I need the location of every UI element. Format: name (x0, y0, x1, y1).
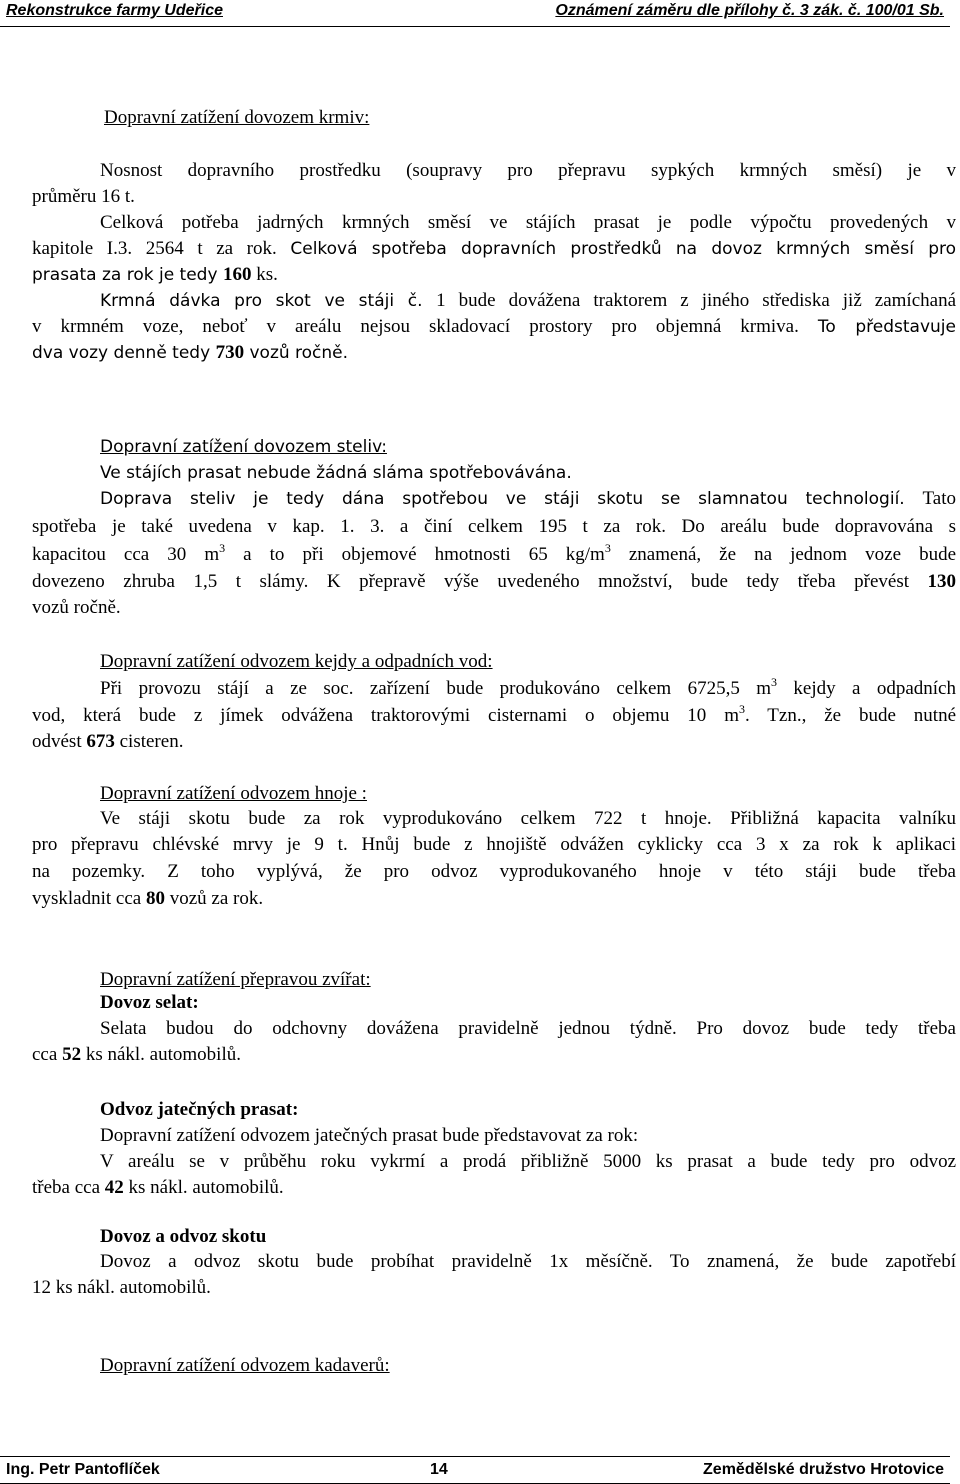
krmiva-line-6 (100, 288, 956, 314)
jatecna-line-3-c: ks nákl. automobilů. (123, 1177, 284, 1198)
selata-line-1-b: Pro dovoz bude tedy třeba (696, 1018, 956, 1039)
krmiva-160: 160 (222, 264, 252, 285)
kejda-line-3 (32, 729, 183, 755)
steliv-line-2-a: Doprava steliv je tedy dána spotřebou ve stáji skotu se slamnatou technologií. (100, 489, 923, 509)
steliv-line-4-e: znamená, že na jednom voze bude (610, 544, 956, 565)
selata-52: 52 (62, 1044, 82, 1065)
section-heading-hnoj: Dopravní zatížení odvozem hnoje : (100, 783, 367, 804)
header-project-title: Rekonstrukce farmy Udeřice (6, 2, 223, 19)
steliv-line-4 (32, 542, 956, 568)
steliv-line-5 (32, 569, 956, 595)
jatecna-line-2: V areálu se v průběhu roku vykrmí a prodá přibližně 5000 ks prasat a bude tedy pro odvoz (100, 1151, 956, 1172)
jatecna-line-3 (32, 1175, 284, 1201)
steliv-sup-1: 3 (219, 541, 226, 555)
steliv-line-2 (100, 486, 956, 512)
header-document-type: Oznámení záměru dle přílohy č. 3 zák. č. 100/01 Sb. (555, 2, 944, 19)
kejda-line-3-a: odvést (32, 731, 87, 752)
krmiva-line-5 (32, 262, 278, 288)
kejda-line-1-d: kejdy a odpadních (777, 678, 956, 699)
kejda-line-1-a: Při provozu stájí a ze soc. (100, 678, 370, 699)
footer-organization: Zemědělské družstvo Hrotovice (703, 1461, 944, 1478)
hnoj-line-4-c: vozů za rok. (164, 888, 264, 909)
krmiva-line-6-b: 1 bude dovážena traktorem z jiného střediska již zamíchaná (436, 290, 956, 311)
krmiva-line-2: průměru 16 t. (32, 186, 135, 207)
krmiva-line-4-b: Celková spotřeba dopravních prostředků na dovoz krmných směsí pro (290, 239, 956, 259)
selata-line-1-a: Selata budou do odchovny dovážena pravidelně jednou týdně. (100, 1018, 697, 1039)
hnoj-line-1-a: Ve stáji skotu bude za rok vyprodukováno celkem 722 t hnoje. (100, 808, 731, 829)
kejda-line-1 (100, 676, 956, 702)
kejda-line-2-d: , že bude nutné (801, 705, 957, 726)
steliv-line-4-a: kapacitou cca 30 m (32, 544, 220, 565)
hnoj-line-2-a: pro přepravu chlévské mrvy je 9 t. (32, 834, 362, 855)
section-heading-kadavery: Dopravní zatížení odvozem kadaverů: (100, 1355, 390, 1376)
kejda-line-2-c: . Tzn. (744, 705, 802, 726)
steliv-line-3-a: spotřeba je také uvedena v kap. 1. 3. a činí celkem 195 t za rok. (32, 516, 682, 537)
section-heading-kejda: Dopravní zatížení odvozem kejdy a odpadních vod: (100, 651, 493, 672)
steliv-sup-2: 3 (604, 541, 611, 555)
selata-line-2-a: cca (32, 1044, 63, 1065)
jatecna-line-3-a: třeba cca (32, 1177, 105, 1198)
krmiva-line-6-a: Krmná dávka pro skot ve stáji č. (100, 291, 437, 311)
steliv-line-5-b: K přepravě výše uvedeného množství, bude tedy třeba převést (326, 571, 928, 592)
jatecna-42: 42 (104, 1177, 124, 1198)
krmiva-line-8-a: dva vozy denně tedy (32, 343, 216, 363)
steliv-line-3 (32, 514, 956, 540)
krmiva-line-5-c: ks. (251, 264, 278, 285)
section-heading-steliv: Dopravní zatížení dovozem steliv: (100, 437, 387, 457)
kejda-line-2-a: vod, která bude z jímek odvážena traktorovými cisternami o objemu 10 m (32, 705, 739, 726)
kejda-line-3-c: cisteren. (114, 731, 184, 752)
subheading-dovoz-odvoz-skotu: Dovoz a odvoz skotu (100, 1226, 267, 1247)
krmiva-line-5-a: prasata za rok je tedy (32, 265, 223, 285)
hnoj-80: 80 (145, 888, 165, 909)
skot-line-1: Dovoz a odvoz skotu bude probíhat pravidelně 1x měsíčně. To znamená, že bude zapotřebí (100, 1251, 956, 1272)
kejda-line-2 (32, 703, 956, 729)
krmiva-line-8 (32, 340, 348, 366)
steliv-line-6: vozů ročně. (32, 597, 121, 618)
krmiva-line-7-b: To představuje (817, 317, 956, 337)
krmiva-line-3: Celková potřeba jadrných krmných směsí ve stájích prasat je podle výpočtu provedených v (100, 212, 956, 233)
section-heading-krmiva: Dopravní zatížení dovozem krmiv: (104, 107, 370, 128)
steliv-line-1: Ve stájích prasat nebude žádná sláma spotřebovávána. (100, 463, 572, 483)
footer-author: Ing. Petr Pantoflíček (6, 1461, 160, 1478)
krmiva-730: 730 (215, 342, 245, 363)
selata-line-2 (32, 1042, 241, 1068)
hnoj-line-3: na pozemky. Z toho vyplývá, že pro odvoz vyprodukovaného hnoje v této stáji bude třeba (32, 861, 956, 882)
skot-line-2: 12 ks nákl. automobilů. (32, 1277, 211, 1298)
krmiva-line-8-c: vozů ročně. (244, 343, 349, 363)
kejda-sup-1: 3 (771, 675, 778, 689)
krmiva-line-4 (32, 236, 956, 262)
steliv-line-3-b: Do areálu bude dopravována s (681, 516, 956, 537)
steliv-line-5-a: dovezeno zhruba 1,5 t slámy. (32, 571, 327, 592)
steliv-130: 130 (927, 571, 956, 592)
page-header (0, 0, 950, 27)
krmiva-line-7-a: v krmném voze, neboť v areálu nejsou skladovací prostory pro objemná krmiva. (32, 316, 818, 337)
subheading-dovoz-selat: Dovoz selat: (100, 992, 199, 1013)
section-heading-zvirata: Dopravní zatížení přepravou zvířat: (100, 969, 371, 990)
steliv-line-4-c: a to při objemové hmotnosti 65 kg/m (225, 544, 605, 565)
selata-line-1 (100, 1016, 956, 1042)
hnoj-line-2-b: Hnůj bude z hnojiště odvážen cyklicky cca 3 x za rok k aplikaci (361, 834, 956, 855)
krmiva-line-1: Nosnost dopravního prostředku (soupravy pro přepravu sypkých krmných směsí) je v (100, 160, 956, 181)
hnoj-line-4 (32, 886, 263, 912)
steliv-line-2-b: Tato (922, 488, 956, 509)
krmiva-line-7 (32, 314, 956, 340)
hnoj-line-4-a: vyskladnit cca (32, 888, 146, 909)
hnoj-line-2 (32, 832, 956, 858)
footer-page-number: 14 (430, 1461, 448, 1478)
hnoj-line-1-b: Přibližná kapacita valníku (730, 808, 956, 829)
kejda-line-1-b: zařízení bude produkováno celkem 6725,5 m (369, 678, 772, 699)
krmiva-line-4-a: kapitole I.3. 2564 t za rok. (32, 238, 291, 259)
hnoj-line-1 (100, 806, 956, 832)
kejda-673: 673 (86, 731, 115, 752)
kejda-sup-2: 3 (738, 702, 745, 716)
page-footer (0, 1456, 950, 1484)
selata-line-2-c: ks nákl. automobilů. (81, 1044, 241, 1065)
subheading-odvoz-jatecnych: Odvoz jatečných prasat: (100, 1099, 299, 1120)
jatecna-line-1: Dopravní zatížení odvozem jatečných prasat bude představovat za rok: (100, 1125, 639, 1146)
